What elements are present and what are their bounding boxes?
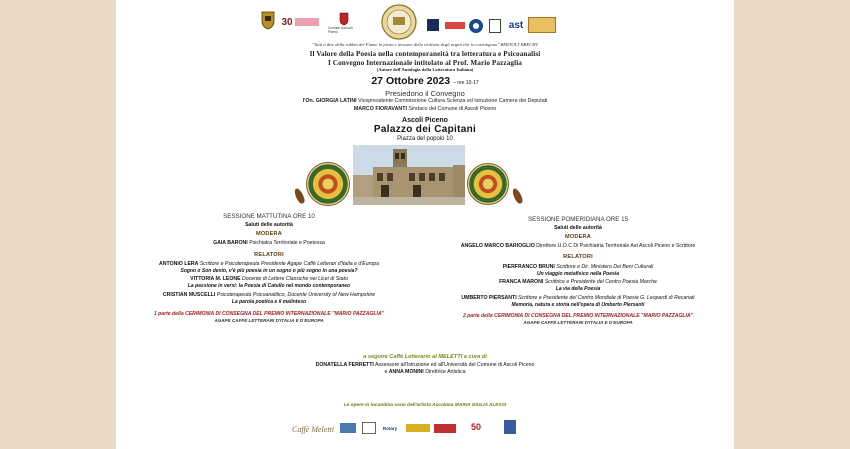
morning-speaker-1 <box>116 261 422 267</box>
afternoon-speaker-2 <box>422 279 734 285</box>
host-1-role: Assessore all'Istruzione ed all'Università del Comune di Ascoli Piceno <box>373 362 535 368</box>
caffe-meletti-logo: Caffè Meletti <box>292 424 334 434</box>
speaker-name: ANTONIO LERA <box>159 261 199 267</box>
university-logo <box>426 18 440 32</box>
speaker-role: Scrittrice e Presidente del Centro Poesia Marche <box>543 279 657 285</box>
header-logo-row <box>116 4 734 40</box>
president-2-name: MARCO FIORAVANTI <box>353 106 407 112</box>
afternoon-talk-3: Memoria, natura e storia nell'opera di Umberto Piersanti <box>511 302 645 308</box>
morning-moderator-role: Psichiatra Territoriale e Poetessa <box>247 240 325 246</box>
left-background-panel <box>0 0 116 449</box>
afternoon-moderator-name: ANGELO MARCO BARIOGLIO <box>460 243 535 249</box>
morning-talk-2: La passione in versi: la Poesia di Catullo nel mondo contemporaneo <box>187 283 351 289</box>
conference-title-line1: Il Valore della Poesia nella contemporaneità tra letteratura e Psicoanalisi <box>309 50 541 58</box>
speaker-role: Scrittore e Psicoterapeuta Presidente Agape Caffè Letterari d'Italia e d'Europa <box>198 261 379 267</box>
speaker-role: Scrittore e Presidente del Centro Mondiale di Poesia G. Leopardi di Recanati <box>516 295 695 301</box>
feather-decoration-right <box>511 187 524 204</box>
afternoon-session-title: SESSIONE POMERIDIANA ORE 15 <box>527 216 629 223</box>
host-2-prefix: e <box>384 369 389 375</box>
sponsor-logo-3 <box>361 421 377 435</box>
ceramic-plate-right <box>467 163 509 205</box>
afternoon-talk-1: Un viaggio metafisico nella Poesia <box>537 271 619 277</box>
afternoon-speaker-1 <box>422 264 734 270</box>
assembly-logo <box>444 20 466 30</box>
crest-logo <box>260 10 276 30</box>
event-time: – ore 10-17 <box>453 80 479 86</box>
morning-ceremony-org: AGAPE CAFFÈ LETTERARI D'ITALIA E D'EUROPA <box>214 318 324 323</box>
president-1-role: Vicepresidente Commissione Cultura Scienza ed Istruzione Camera dei Deputati <box>356 98 548 104</box>
speaker-name: PIERFRANCO BRUNI <box>502 264 555 270</box>
comune-logo: Comune di Ascoli Piceno <box>328 10 360 36</box>
morning-speaker-3 <box>116 292 422 298</box>
feather-decoration-left <box>293 187 306 204</box>
event-date <box>116 75 734 87</box>
artworks-credit: Le opere in locandina sono dell'artista Ascolana MARIA GIULIA ALESSI <box>343 403 507 408</box>
ceramic-plate-left <box>306 162 350 206</box>
afternoon-ceremony: 2 parte della CERIMONIA DI CONSEGNA DEL PREMIO INTERNAZIONALE "MARIO PAZZAGLIA" <box>462 313 694 319</box>
speaker-role: Scrittore e Dir. Ministero Dei Beni Culturali <box>554 264 654 270</box>
morning-ceremony: 1 parte della CERIMONIA DI CONSEGNA DEL PREMIO INTERNAZIONALE "MARIO PAZZAGLIA" <box>153 311 385 317</box>
speaker-name: CRISTIAN MUSCELLI <box>162 292 216 298</box>
host-1-name: DONATELLA FERRETTI <box>315 362 374 368</box>
afternoon-moderator-role: Direttore U.O.C Di Psichiatria Territoriale Ast Ascoli Piceno e Scrittore <box>534 243 696 249</box>
conference-title-line2: I Convegno Internazionale intitolato al Prof. Mario Pazzaglia <box>327 59 523 67</box>
conference-title-line3: (Autore dell'Antologia della Letteratura Italiana) <box>376 67 474 72</box>
palazzo-photo <box>353 145 465 205</box>
president-2-role: Sindaco del Comune di Ascoli Piceno <box>406 106 497 112</box>
morning-moderator <box>116 240 422 246</box>
speaker-name: UMBERTO PIERSANTI <box>461 295 517 301</box>
afternoon-greeting: Saluti delle autorità <box>554 225 602 231</box>
speaker-role: Psicoterapeuta Psicoanalitico, Docente University of New Hampshire <box>215 292 376 298</box>
president-line-2 <box>116 106 734 112</box>
morning-session-title: SESSIONE MATTUTINA ORE 10 <box>223 213 315 220</box>
city-name: Ascoli Piceno <box>402 117 448 124</box>
morning-moderator-label: MODERA <box>255 231 283 237</box>
ast-logo: ast <box>508 19 524 31</box>
morning-talk-3: La parola poetica e il malinteso <box>231 299 307 305</box>
uni-logo-2 <box>488 18 502 34</box>
afternoon-speaker-3 <box>422 295 734 301</box>
host-line-2 <box>116 369 734 375</box>
venue-name: Palazzo dei Capitani <box>373 124 477 135</box>
medallion-logo <box>379 4 419 40</box>
president-line-1 <box>116 98 734 104</box>
host-2-role: Direttrice Artistica <box>423 369 466 375</box>
speaker-name: FRANCA MARONI <box>499 279 544 285</box>
host-2-name: ANNA MONINI <box>388 369 424 375</box>
afternoon-talk-2: La via della Poesia <box>555 286 601 292</box>
president-1-name: l'On. GIORGIA LATINI <box>302 98 357 104</box>
morning-greeting: Saluti delle autorità <box>245 222 293 228</box>
event-poster <box>116 0 734 449</box>
sponsor-logo-2 <box>338 421 358 435</box>
host-line-1 <box>116 362 734 368</box>
sponsor-logo-9 <box>497 416 523 438</box>
afternoon-speakers-label: RELATORI <box>563 254 593 260</box>
afternoon-moderator-label: MODERA <box>564 234 592 240</box>
region-logo <box>468 18 484 34</box>
caffe-logo <box>528 16 556 34</box>
rotary-logo: Rotary <box>382 425 398 431</box>
speaker-role: Docente di Lettere Classiche nei Licei di Stato <box>240 276 348 282</box>
sponsor-logo-5 <box>404 421 432 435</box>
morning-speakers-label: RELATORI <box>254 252 284 258</box>
caffe-letterario-line: a seguire Caffè Letterario al MELETTI a cura di <box>363 354 487 360</box>
morning-talk-1: Sogno o Son desto, v'è più poesia in un sogno o più sogno in una poesia? <box>180 268 358 274</box>
speaker-name: VITTORIA M. LEONE <box>190 276 241 282</box>
sponsor-logo-6 <box>432 421 458 435</box>
afternoon-moderator <box>422 243 734 249</box>
morning-speaker-2 <box>116 276 422 282</box>
brecht-quote: "Tutti a dire della rabbia del Fiume in piena e nessuno della violenza degli argini che lo costringono" BERTOLT BRECHT <box>311 42 539 47</box>
event-date-text: 27 Ottobre 2023 <box>371 75 451 87</box>
presiedono-label: Presiedono il Convegno <box>385 89 465 98</box>
anniversary-logo: 30 <box>278 14 322 30</box>
sponsor-logo-7: 50 <box>470 422 481 432</box>
venue-address: Piazza del popolo 10 <box>397 136 453 142</box>
afternoon-ceremony-org: AGAPE CAFFÈ LETTERARI D'ITALIA E D'EUROPA <box>523 320 633 325</box>
right-background-panel <box>734 0 850 449</box>
morning-moderator-name: GAIA BARONI <box>213 240 248 246</box>
